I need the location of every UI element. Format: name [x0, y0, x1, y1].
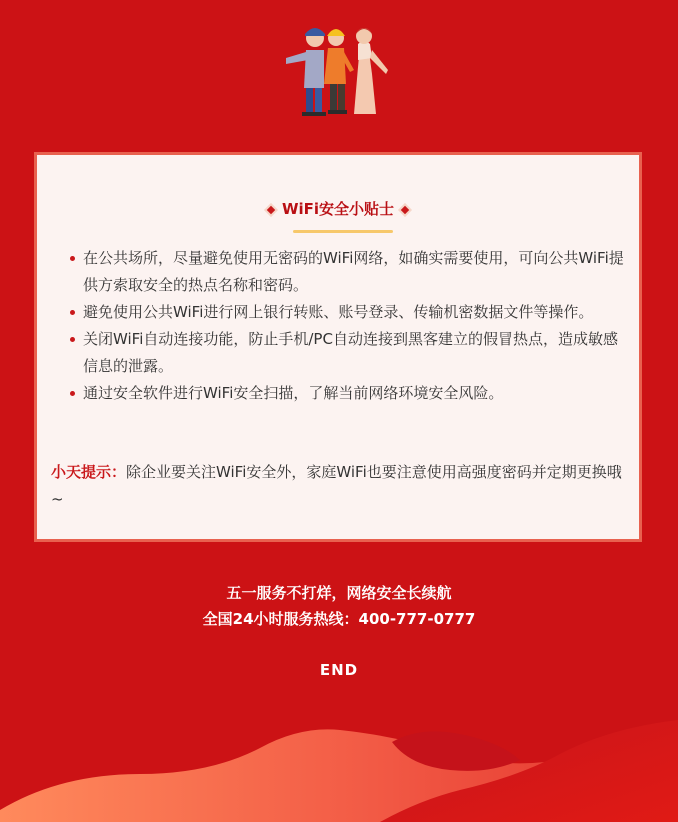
hint-label: 小天提示：	[51, 463, 127, 481]
bullet-icon	[70, 256, 75, 261]
tips-card	[34, 152, 642, 542]
diamond-icon	[267, 205, 275, 213]
tip-text: 关闭WiFi自动连接功能，防止手机/PC自动连接到黑客建立的假冒热点，造成敏感信息的泄露。	[83, 330, 618, 375]
footer-hotline: 全国24小时服务热线：400-777-0777	[202, 610, 476, 628]
diamond-icon	[401, 205, 409, 213]
tip-item	[83, 245, 629, 299]
tips-title-text: WiFi安全小贴士	[281, 200, 395, 218]
hint-text: 除企业要关注WiFi安全外，家庭WiFi也要注意使用高强度密码并定期更换哦~	[51, 463, 622, 508]
tips-title	[37, 199, 639, 219]
tip-text: 通过安全软件进行WiFi安全扫描，了解当前网络环境安全风险。	[83, 384, 504, 402]
decorative-waves	[0, 690, 678, 822]
bullet-icon	[70, 337, 75, 342]
hint-paragraph	[51, 459, 625, 513]
title-underline	[293, 230, 393, 233]
tip-item	[83, 299, 629, 326]
tip-item	[83, 326, 629, 380]
end-label: END	[319, 661, 359, 679]
bullet-icon	[70, 310, 75, 315]
tips-list	[83, 245, 629, 407]
tip-text: 在公共场所，尽量避免使用无密码的WiFi网络，如确实需要使用，可向公共WiFi提供方索取安全的热点名称和密码。	[83, 249, 624, 294]
footer-slogan: 五一服务不打烊，网络安全长续航	[226, 584, 452, 602]
tip-text: 避免使用公共WiFi进行网上银行转账、账号登录、传输机密数据文件等操作。	[83, 303, 594, 321]
tip-item	[83, 380, 629, 407]
bullet-icon	[70, 391, 75, 396]
workers-illustration	[280, 14, 398, 118]
